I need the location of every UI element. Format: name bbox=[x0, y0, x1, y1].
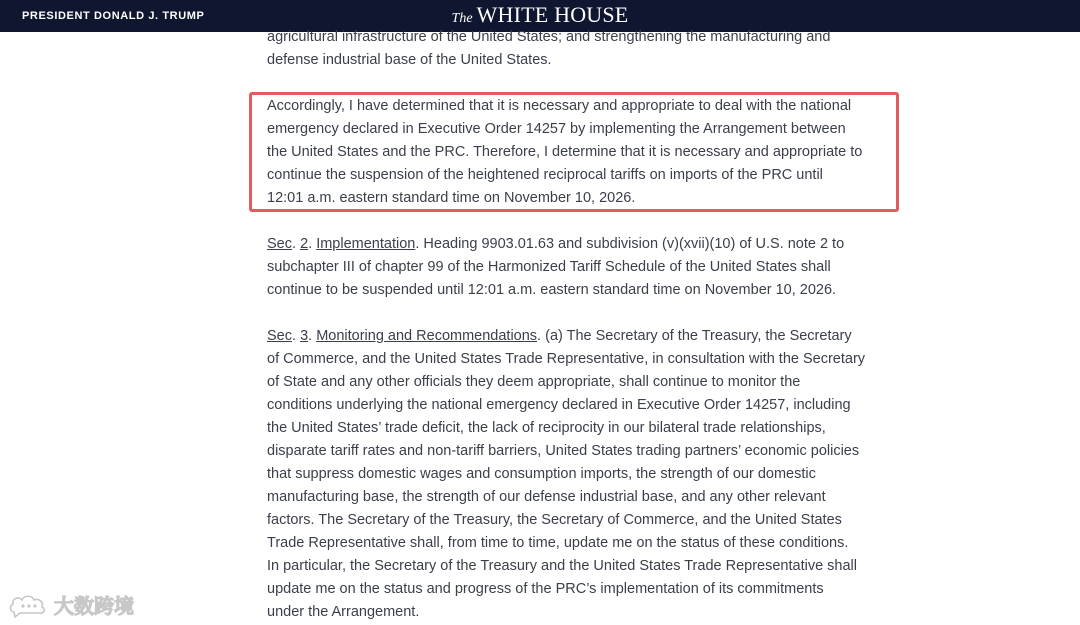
text-line: conditions underlying the national emergency declared in Executive Order 14257, including bbox=[267, 397, 851, 413]
section-heading: Implementation bbox=[316, 236, 416, 252]
text-line: that suppress domestic wages and consumption imports, the strength of our domestic bbox=[267, 466, 816, 482]
text-line: factors. The Secretary of the Treasury, the Secretary of Commerce, and the United States bbox=[267, 512, 842, 528]
text-line: 12:01 a.m. eastern standard time on November 10, 2026. bbox=[267, 190, 636, 206]
text-line: emergency declared in Executive Order 14257 by implementing the Arrangement between bbox=[267, 121, 846, 137]
text-line: update me on the status and progress of the PRC’s implementation of its commitments bbox=[267, 581, 824, 597]
sec-number: 2 bbox=[300, 236, 309, 252]
text-line: Trade Representative shall, from time to time, update me on the status of these conditions. bbox=[267, 535, 849, 551]
logo-the: The bbox=[451, 11, 473, 26]
watermark-text: 大数跨境 bbox=[54, 594, 134, 618]
text-line: defense industrial base of the United States. bbox=[267, 52, 552, 68]
text-line: the United States and the PRC. Therefore, I determine that it is necessary and appropriate to bbox=[267, 144, 863, 160]
text-line: agricultural infrastructure of the United States; and strengthening the manufacturing and bbox=[267, 29, 831, 45]
watermark bbox=[8, 590, 134, 619]
text-line: continue to be suspended until 12:01 a.m. eastern standard time on November 10, 2026. bbox=[267, 282, 837, 298]
text-line: Accordingly, I have determined that it is necessary and appropriate to deal with the national bbox=[267, 98, 852, 114]
paragraph-previous bbox=[267, 26, 897, 72]
text-line: disparate tariff rates and non-tariff barriers, United States trading partners’ economic policies bbox=[267, 443, 860, 459]
text-line: manufacturing base, the strength of our defense industrial base, and any other relevant bbox=[267, 489, 826, 505]
sec-label: Sec bbox=[267, 236, 292, 252]
section-text: Heading 9903.01.63 and subdivision (v)(xvii)(10) of U.S. note 2 to bbox=[423, 236, 845, 252]
section-2-first-line: Sec. 2. Implementation. Heading 9903.01.63 and subdivision (v)(xvii)(10) of U.S. note 2 to bbox=[267, 236, 845, 252]
section-heading: Monitoring and Recommendations bbox=[316, 328, 538, 344]
president-label[interactable]: PRESIDENT DONALD J. TRUMP bbox=[22, 10, 205, 22]
text-line: subchapter III of chapter 99 of the Harmonized Tariff Schedule of the United States shall bbox=[267, 259, 831, 275]
text-line: under the Arrangement. bbox=[267, 604, 420, 620]
text-line: In particular, the Secretary of the Treasury and the United States Trade Representative shall bbox=[267, 558, 857, 574]
text-line: of Commerce, and the United States Trade Representative, in consultation with the Secretary bbox=[267, 351, 866, 367]
text-line: continue the suspension of the heightened reciprocal tariffs on imports of the PRC until bbox=[267, 167, 823, 183]
section-2 bbox=[267, 233, 897, 302]
sec-number: 3 bbox=[300, 328, 309, 344]
logo-main: WHITE HOUSE bbox=[476, 2, 629, 27]
cloud-bubble-icon bbox=[8, 592, 48, 618]
text-line: of State and any other officials they deem appropriate, shall continue to monitor the bbox=[267, 374, 801, 390]
section-text: (a) The Secretary of the Treasury, the Secretary bbox=[545, 328, 852, 344]
section-3-first-line: Sec. 3. Monitoring and Recommendations. (a) The Secretary of the Treasury, the Secretary bbox=[267, 328, 852, 344]
sec-label: Sec bbox=[267, 328, 292, 344]
section-3 bbox=[267, 325, 897, 624]
white-house-logo[interactable] bbox=[0, 2, 1080, 28]
text-line: the United States’ trade deficit, the lack of reciprocity in our bilateral trade relationships, bbox=[267, 420, 826, 436]
highlight-annotation-box bbox=[249, 92, 899, 212]
